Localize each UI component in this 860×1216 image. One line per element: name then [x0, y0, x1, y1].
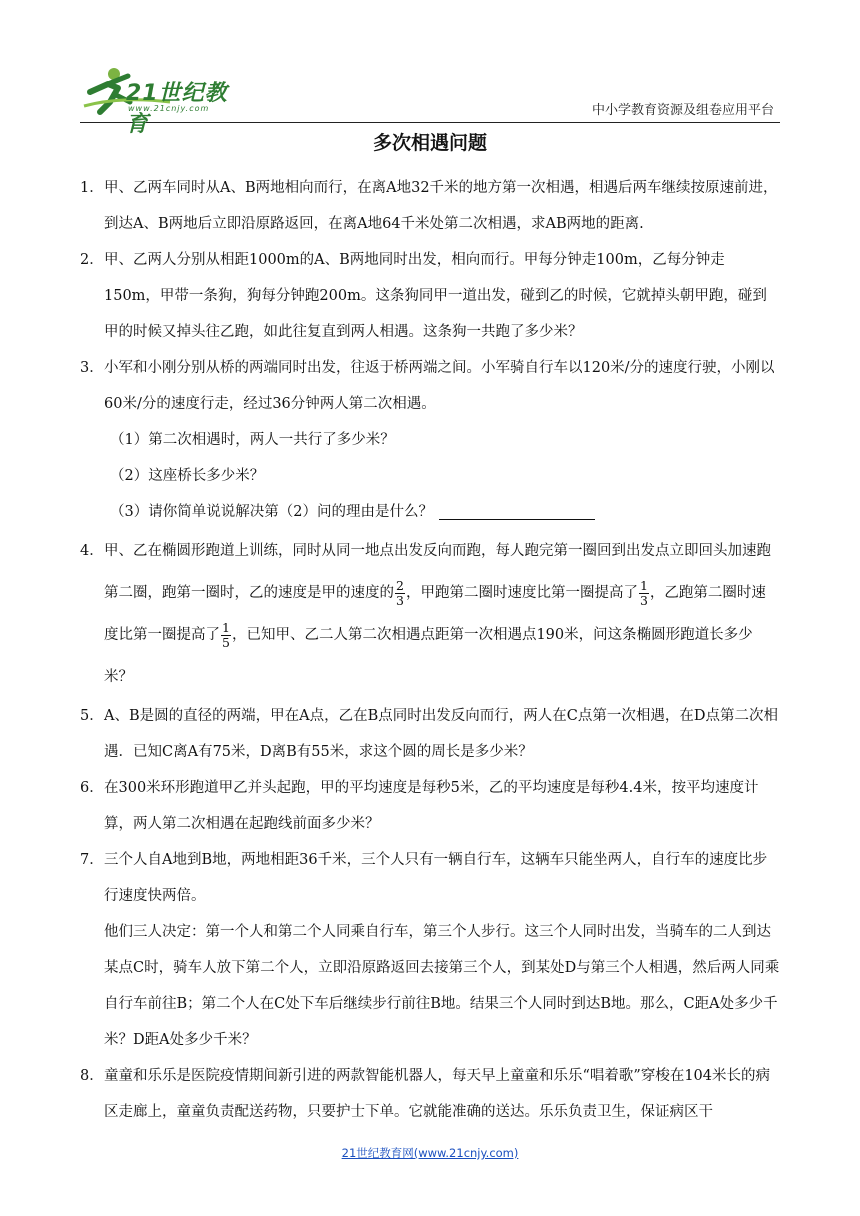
sub-question-text: （3）请你简单说说解决第（2）问的理由是什么？	[110, 504, 433, 520]
numerator: 2	[396, 577, 404, 593]
page-footer	[0, 1145, 860, 1161]
question-text-part: 甲、乙在椭圆形跑道上训练，同时从同一地点出发反向而跑，每人跑完第一圈回到出发点立即回头加速跑第二圈，跑第一圈时，乙的速度是甲的速度的	[104, 543, 771, 601]
question-text: 童童和乐乐是医院疫情期间新引进的两款智能机器人，每天早上童童和乐乐“唱着歌”穿梭在104米长的病区走廊上，童童负责配送药物，只要护士下单。它就能准确的送达。乐乐负责卫生，保证病区干	[104, 1068, 770, 1120]
fraction	[639, 579, 649, 608]
page-header	[80, 60, 780, 137]
answer-blank[interactable]	[439, 501, 595, 520]
question-3	[80, 350, 780, 422]
question-number: 7．	[80, 852, 104, 868]
question-number: 8．	[80, 1068, 104, 1084]
question-number: 2．	[80, 252, 104, 268]
logo-url: www.21cnjy.com	[128, 104, 210, 113]
question-7	[80, 842, 780, 914]
denominator: 3	[639, 592, 648, 608]
numerator: 1	[222, 619, 230, 635]
question-7-paragraph: 他们三人决定：第一个人和第二个人同乘自行车，第三个人步行。这三个人同时出发，当骑车的二人到达某点C时，骑车人放下第二个人，立即沿原路返回去接第三个人，到某处D与第三个人相遇，然后两人同乘自行车前往B；第二个人在C处下车后继续步行前往B地。结果三个人同时到达B地。那么，C距A处多少千米？D距A处多少千米？	[104, 924, 780, 1048]
question-1	[80, 170, 780, 242]
question-text-part: ，乙跑第二圈时速度比第一圈提高了	[104, 585, 766, 643]
question-number: 5．	[80, 708, 104, 724]
question-text-part: ，甲跑第二圈时速度比第一圈提高了	[405, 585, 638, 601]
question-text: 甲、乙两车同时从A、B两地相向而行，在离A地32千米的地方第一次相遇，相遇后两车继续按原速前进，到达A、B两地后立即沿原路返回，在离A地64千米处第二次相遇，求AB两地的距离.	[104, 180, 778, 232]
question-2	[80, 242, 780, 350]
fraction	[221, 621, 231, 650]
sub-question-2: （2）这座桥长多少米？	[110, 468, 265, 484]
logo-brand: 21世纪教育	[126, 81, 228, 137]
platform-name: 中小学教育资源及组卷应用平台	[591, 103, 774, 118]
footer-link[interactable]: 21世纪教育网(www.21cnjy.com)	[341, 1146, 519, 1160]
question-text: 三个人自A地到B地，两地相距36千米，三个人只有一辆自行车，这辆车只能坐两人，自行车的速度比步行速度快两倍。	[104, 852, 768, 904]
question-number: 4．	[80, 543, 104, 559]
question-5	[80, 698, 780, 770]
logo	[80, 62, 250, 137]
question-number: 1．	[80, 180, 104, 196]
question-8	[80, 1058, 780, 1130]
question-number: 3．	[80, 360, 104, 376]
sub-question-1: （1）第二次相遇时，两人一共行了多少米？	[110, 432, 395, 448]
page-title: 多次相遇问题	[372, 132, 487, 154]
question-text: A、B是圆的直径的两端，甲在A点，乙在B点同时出发反向而行，两人在C点第一次相遇，在D点第二次相遇．已知C离A有75米，D离B有55米，求这个圆的周长是多少米？	[104, 708, 778, 760]
question-4	[80, 530, 780, 698]
denominator: 3	[396, 592, 404, 608]
question-text: 甲、乙两人分别从相距1000m的A、B两地同时出发，相向而行。甲每分钟走100m，乙每分钟走150m，甲带一条狗，狗每分钟跑200m。这条狗同甲一道出发，碰到乙的时候，它就掉头朝甲跑，碰到甲的时候又掉头往乙跑，如此往复直到两人相遇。这条狗一共跑了多少米？	[104, 252, 767, 340]
question-list	[80, 170, 780, 1130]
fraction	[395, 579, 405, 608]
denominator: 5	[222, 634, 230, 650]
question-text: 在300米环形跑道甲乙并头起跑，甲的平均速度是每秒5米，乙的平均速度是每秒4.4米，按平均速度计算，两人第二次相遇在起跑线前面多少米？	[104, 780, 759, 832]
question-text-part: ，已知甲、乙二人第二次相遇点距第一次相遇点190米，问这条椭圆形跑道长多少米？	[104, 627, 753, 685]
question-number: 6．	[80, 780, 104, 796]
question-text: 小军和小刚分别从桥的两端同时出发，往返于桥两端之间。小军骑自行车以120米/分的速度行驶，小刚以60米/分的速度行走，经过36分钟两人第二次相遇。	[104, 360, 775, 412]
question-6	[80, 770, 780, 842]
numerator: 1	[639, 577, 648, 593]
sub-question-3	[80, 494, 780, 530]
